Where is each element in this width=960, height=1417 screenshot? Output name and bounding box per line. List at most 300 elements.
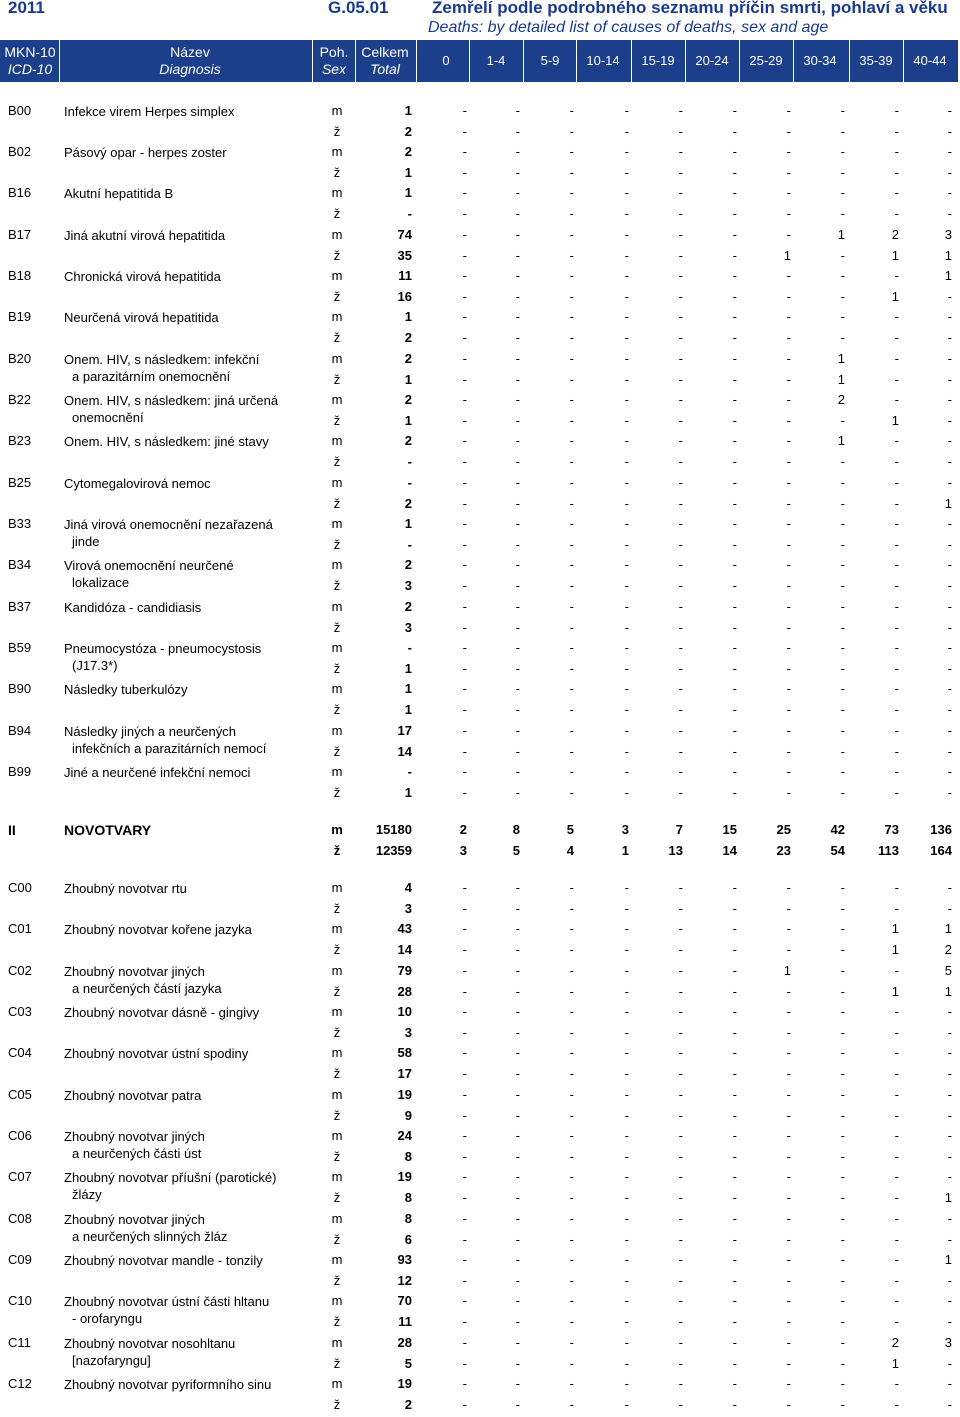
age-value-cell: - (569, 496, 574, 511)
diagnosis-name-line: [nazofaryngu] (72, 1353, 151, 1368)
age-value-cell: 1 (783, 963, 791, 978)
age-value-cell: - (840, 1232, 845, 1247)
age-value-cell: 1 (837, 227, 845, 242)
age-value-cell: - (947, 516, 952, 531)
table-row-female (0, 372, 960, 392)
column-header-age: 25-29 (749, 53, 783, 68)
age-value-cell: - (569, 1004, 574, 1019)
age-value-cell: - (840, 702, 845, 717)
diagnosis-name-line: Jiná akutní virová hepatitida (64, 228, 226, 243)
table-row-female (0, 1356, 960, 1376)
age-value-cell: - (462, 1273, 467, 1288)
sex-cell: m (331, 1128, 343, 1143)
age-value-cell: - (786, 942, 791, 957)
sex-cell: m (331, 1293, 343, 1308)
age-value-cell: - (569, 1087, 574, 1102)
age-value-cell: - (947, 165, 952, 180)
column-header-total (357, 44, 413, 78)
diagnosis-code: C03 (8, 1004, 32, 1019)
age-value-cell: - (947, 144, 952, 159)
age-value-cell: - (786, 1293, 791, 1308)
age-value-cell: - (462, 165, 467, 180)
age-value-cell: - (624, 124, 629, 139)
diagnosis-name-line: Jiná virová onemocnění nezařazená (64, 517, 273, 532)
age-value-cell: - (786, 206, 791, 221)
age-value-cell: - (569, 227, 574, 242)
age-value-cell: - (678, 1356, 683, 1371)
age-value-cell: - (462, 1087, 467, 1102)
total-cell: 1 (404, 372, 412, 387)
age-value-cell: - (569, 309, 574, 324)
age-value-cell: - (786, 372, 791, 387)
total-cell: 35 (397, 248, 412, 263)
age-value-cell: - (947, 103, 952, 118)
sex-cell: m (331, 963, 343, 978)
age-value-cell: - (732, 1252, 737, 1267)
total-cell: 28 (397, 984, 412, 999)
age-value-cell: - (786, 1169, 791, 1184)
age-value-cell: 13 (668, 843, 683, 858)
age-value-cell: - (569, 185, 574, 200)
age-value-cell: - (678, 1066, 683, 1081)
age-value-cell: - (732, 764, 737, 779)
age-value-cell: - (624, 351, 629, 366)
age-value-cell: - (678, 1314, 683, 1329)
total-cell: 3 (404, 901, 412, 916)
table-row-female (0, 248, 960, 268)
age-value-cell: 5 (512, 843, 520, 858)
diagnosis-name-line: Zhoubný novotvar nosohltanu (64, 1336, 236, 1351)
age-value-cell: - (678, 516, 683, 531)
age-value-cell: - (947, 124, 952, 139)
age-value-cell: - (515, 963, 520, 978)
sex-cell: ž (333, 248, 341, 263)
table-row-female (0, 1066, 960, 1086)
age-value-cell: 2 (944, 942, 952, 957)
age-value-cell: - (947, 1025, 952, 1040)
table-row-male (0, 880, 960, 900)
table-row-male (0, 475, 960, 495)
age-value-cell: - (462, 413, 467, 428)
diagnosis-name-line: Zhoubný novotvar příušní (parotické) (64, 1170, 277, 1185)
age-value-cell: - (462, 351, 467, 366)
age-value-cell: - (462, 880, 467, 895)
total-cell: 12 (397, 1273, 412, 1288)
age-value-cell: - (624, 963, 629, 978)
age-value-cell: - (732, 1293, 737, 1308)
age-value-cell: - (732, 963, 737, 978)
age-value-cell: - (947, 206, 952, 221)
sex-cell: ž (333, 1232, 341, 1247)
age-value-cell: - (947, 1356, 952, 1371)
diagnosis-code: C09 (8, 1252, 32, 1267)
age-value-cell: - (569, 1108, 574, 1123)
age-value-cell: - (569, 144, 574, 159)
age-value-cell: 2 (837, 392, 845, 407)
total-cell: 1 (404, 785, 412, 800)
age-value-cell: 2 (459, 822, 467, 837)
age-value-cell: - (947, 351, 952, 366)
total-cell: 10 (397, 1004, 412, 1019)
age-value-cell: - (840, 620, 845, 635)
age-value-cell: - (786, 1356, 791, 1371)
age-value-cell: - (894, 1149, 899, 1164)
age-value-cell: - (678, 496, 683, 511)
table-row-male (0, 392, 960, 412)
age-value-cell: - (515, 309, 520, 324)
age-value-cell: - (732, 901, 737, 916)
table-row-male (0, 822, 960, 842)
age-value-cell: - (515, 248, 520, 263)
age-value-cell: - (947, 764, 952, 779)
sex-cell: m (331, 103, 343, 118)
age-value-cell: - (624, 1314, 629, 1329)
age-value-cell: - (678, 103, 683, 118)
age-value-cell: - (732, 1211, 737, 1226)
age-value-cell: - (786, 921, 791, 936)
diagnosis-code: C07 (8, 1169, 32, 1184)
age-value-cell: - (786, 661, 791, 676)
age-value-cell: 5 (944, 963, 952, 978)
age-value-cell: - (786, 103, 791, 118)
age-value-cell: - (515, 921, 520, 936)
age-value-cell: - (894, 372, 899, 387)
diagnosis-name-line: Chronická virová hepatitida (64, 269, 221, 284)
sex-cell: ž (333, 1066, 341, 1081)
age-value-cell: - (624, 372, 629, 387)
age-value-cell: 1 (944, 1190, 952, 1205)
diagnosis-name-line: Zhoubný novotvar mandle - tonzily (64, 1253, 263, 1268)
diagnosis-code: B22 (8, 392, 32, 407)
age-value-cell: - (732, 1273, 737, 1288)
sex-cell: m (331, 880, 343, 895)
total-cell: 19 (397, 1169, 412, 1184)
age-value-cell: - (462, 599, 467, 614)
age-value-cell: - (515, 785, 520, 800)
age-value-cell: - (840, 1190, 845, 1205)
age-value-cell: - (786, 1025, 791, 1040)
age-value-cell: - (462, 309, 467, 324)
diagnosis-code: B02 (8, 144, 32, 159)
age-value-cell: - (678, 557, 683, 572)
age-value-cell: - (894, 475, 899, 490)
sex-cell: m (331, 351, 343, 366)
sex-cell: m (331, 227, 343, 242)
diagnosis-code: B25 (8, 475, 32, 490)
header-divider (469, 40, 470, 82)
diagnosis-code: B33 (8, 516, 32, 531)
age-value-cell: - (840, 1004, 845, 1019)
table-row-male (0, 1087, 960, 1107)
age-value-cell: - (840, 1273, 845, 1288)
header-divider (312, 40, 313, 82)
age-value-cell: - (624, 557, 629, 572)
age-value-cell: - (894, 1108, 899, 1123)
table-row-male (0, 103, 960, 123)
age-value-cell: - (947, 620, 952, 635)
diagnosis-code: C08 (8, 1211, 32, 1226)
age-value-cell: - (569, 268, 574, 283)
table-row-female (0, 165, 960, 185)
age-value-cell: - (624, 227, 629, 242)
sex-cell: m (331, 1335, 343, 1350)
age-value-cell: - (732, 744, 737, 759)
age-value-cell: - (624, 413, 629, 428)
table-row-female (0, 413, 960, 433)
age-value-cell: - (840, 1087, 845, 1102)
age-value-cell: 1 (944, 921, 952, 936)
age-value-cell: - (462, 764, 467, 779)
age-value-cell: - (732, 268, 737, 283)
sex-cell: m (331, 764, 343, 779)
age-value-cell: - (894, 433, 899, 448)
age-value-cell: - (894, 330, 899, 345)
age-value-cell: 1 (891, 921, 899, 936)
diagnosis-code: C11 (8, 1335, 31, 1350)
age-value-cell: 7 (675, 822, 683, 837)
age-value-cell: - (678, 227, 683, 242)
age-value-cell: 1 (944, 268, 952, 283)
column-header-age: 30-34 (803, 53, 837, 68)
age-value-cell: - (462, 1356, 467, 1371)
age-value-cell: - (786, 1004, 791, 1019)
total-cell: 17 (397, 723, 412, 738)
age-value-cell: - (840, 1211, 845, 1226)
age-value-cell: - (840, 1169, 845, 1184)
age-value-cell: - (786, 433, 791, 448)
age-value-cell: - (678, 723, 683, 738)
age-value-cell: - (732, 165, 737, 180)
age-value-cell: - (732, 1025, 737, 1040)
age-value-cell: - (947, 557, 952, 572)
age-value-cell: - (840, 268, 845, 283)
age-value-cell: - (462, 1045, 467, 1060)
age-value-cell: - (894, 1232, 899, 1247)
age-value-cell: - (462, 901, 467, 916)
age-value-cell: - (678, 268, 683, 283)
diagnosis-name-line: Infekce virem Herpes simplex (64, 104, 235, 119)
age-value-cell: - (947, 1004, 952, 1019)
age-value-cell: - (624, 764, 629, 779)
table-row-male (0, 1128, 960, 1148)
age-value-cell: - (462, 330, 467, 345)
table-row-female (0, 1397, 960, 1417)
age-value-cell: - (732, 1004, 737, 1019)
diagnosis-code: B37 (8, 599, 32, 614)
age-value-cell: - (678, 248, 683, 263)
age-value-cell: - (462, 785, 467, 800)
total-cell: 12359 (375, 843, 412, 858)
diagnosis-code: C05 (8, 1087, 32, 1102)
age-value-cell: 1 (944, 1252, 952, 1267)
age-value-cell: - (462, 921, 467, 936)
age-value-cell: - (894, 1314, 899, 1329)
age-value-cell: - (569, 1025, 574, 1040)
age-value-cell: - (462, 1169, 467, 1184)
table-row-female (0, 1190, 960, 1210)
age-value-cell: - (894, 785, 899, 800)
age-value-cell: - (624, 248, 629, 263)
total-cell: 3 (404, 578, 412, 593)
table-row-male (0, 1211, 960, 1231)
age-value-cell: - (732, 1045, 737, 1060)
age-value-cell: - (894, 309, 899, 324)
sex-cell: ž (333, 413, 341, 428)
table-row-male (0, 640, 960, 660)
age-value-cell: - (569, 963, 574, 978)
age-value-cell: - (624, 1273, 629, 1288)
table-row-male (0, 1252, 960, 1272)
age-value-cell: - (840, 921, 845, 936)
age-value-cell: - (624, 723, 629, 738)
diagnosis-name-line: Zhoubný novotvar jiných (64, 1129, 205, 1144)
table-row-male (0, 433, 960, 453)
table-row-male (0, 681, 960, 701)
age-value-cell: - (678, 1190, 683, 1205)
diagnosis-name-line: Onem. HIV, s následkem: jiné stavy (64, 434, 269, 449)
total-cell: 2 (404, 496, 412, 511)
age-value-cell: - (947, 1211, 952, 1226)
age-value-cell: - (894, 516, 899, 531)
age-value-cell: 3 (944, 1335, 952, 1350)
sex-cell: ž (333, 1397, 341, 1412)
age-value-cell: - (894, 1252, 899, 1267)
sex-cell: ž (333, 901, 341, 916)
sex-cell: m (331, 144, 343, 159)
age-value-cell: - (515, 1025, 520, 1040)
age-value-cell: - (678, 1376, 683, 1391)
age-value-cell: - (569, 702, 574, 717)
age-value-cell: - (569, 578, 574, 593)
age-value-cell: - (678, 1273, 683, 1288)
table-row-male (0, 921, 960, 941)
age-value-cell: - (840, 744, 845, 759)
sex-cell: ž (333, 744, 341, 759)
age-value-cell: - (894, 1211, 899, 1226)
age-value-cell: - (569, 744, 574, 759)
age-value-cell: - (894, 681, 899, 696)
age-value-cell: - (569, 785, 574, 800)
table-row-female (0, 578, 960, 598)
page-header (0, 0, 960, 40)
age-value-cell: - (569, 901, 574, 916)
age-value-cell: - (515, 1356, 520, 1371)
diagnosis-code: II (8, 822, 16, 838)
sex-cell: ž (333, 537, 341, 552)
age-value-cell: - (515, 901, 520, 916)
diagnosis-name-line: Onem. HIV, s následkem: infekční (64, 352, 260, 367)
column-header-age: 15-19 (641, 53, 675, 68)
age-value-cell: - (462, 289, 467, 304)
diagnosis-name-line: - orofaryngu (72, 1311, 143, 1326)
column-header-sex-en: Sex (321, 61, 347, 77)
diagnosis-code: C02 (8, 963, 32, 978)
age-value-cell: - (840, 124, 845, 139)
age-value-cell: - (569, 921, 574, 936)
age-value-cell: - (786, 1335, 791, 1350)
sex-cell: m (331, 1211, 343, 1226)
age-value-cell: - (569, 599, 574, 614)
table-row-female (0, 1314, 960, 1334)
age-value-cell: - (515, 1314, 520, 1329)
age-value-cell: - (894, 578, 899, 593)
age-value-cell: - (840, 640, 845, 655)
age-value-cell: - (678, 744, 683, 759)
age-value-cell: - (840, 1045, 845, 1060)
total-cell: 70 (397, 1293, 412, 1308)
age-value-cell: - (786, 1128, 791, 1143)
age-value-cell: - (894, 1293, 899, 1308)
age-value-cell: - (624, 702, 629, 717)
age-value-cell: - (894, 1273, 899, 1288)
age-value-cell: - (732, 103, 737, 118)
age-value-cell: 1 (837, 372, 845, 387)
age-value-cell: - (786, 1273, 791, 1288)
age-value-cell: - (462, 578, 467, 593)
age-value-cell: - (894, 1025, 899, 1040)
sex-cell: m (331, 1252, 343, 1267)
age-value-cell: - (894, 1190, 899, 1205)
total-cell: 2 (404, 1397, 412, 1412)
age-value-cell: - (678, 1252, 683, 1267)
age-value-cell: - (732, 578, 737, 593)
age-value-cell: 3 (944, 227, 952, 242)
age-value-cell: - (732, 144, 737, 159)
sex-cell: ž (333, 785, 341, 800)
age-value-cell: - (678, 1108, 683, 1123)
age-value-cell: - (732, 1190, 737, 1205)
age-value-cell: - (569, 1149, 574, 1164)
table-row-female (0, 1025, 960, 1045)
table-row-female (0, 901, 960, 921)
age-value-cell: - (840, 723, 845, 738)
age-value-cell: - (894, 1045, 899, 1060)
diagnosis-code: B18 (8, 268, 32, 283)
age-value-cell: - (569, 1232, 574, 1247)
age-value-cell: - (947, 723, 952, 738)
age-value-cell: - (678, 413, 683, 428)
age-value-cell: - (840, 475, 845, 490)
sex-cell: ž (333, 330, 341, 345)
diagnosis-name-line: NOVOTVARY (64, 822, 152, 838)
age-value-cell: - (515, 744, 520, 759)
sex-cell: m (331, 681, 343, 696)
total-cell: 15180 (375, 822, 412, 837)
age-value-cell: - (678, 661, 683, 676)
age-value-cell: - (947, 1376, 952, 1391)
table-row-female (0, 537, 960, 557)
age-value-cell: - (678, 681, 683, 696)
total-cell: - (407, 764, 412, 779)
column-header-icd: ICD-10 (7, 61, 53, 77)
age-value-cell: 1 (837, 351, 845, 366)
total-cell: 3 (404, 1025, 412, 1040)
sex-cell: ž (333, 578, 341, 593)
age-value-cell: - (840, 309, 845, 324)
age-value-cell: - (947, 880, 952, 895)
age-value-cell: - (569, 537, 574, 552)
age-value-cell: - (515, 557, 520, 572)
age-value-cell: - (678, 372, 683, 387)
age-value-cell: - (624, 309, 629, 324)
age-value-cell: - (786, 620, 791, 635)
diagnosis-name-line: Zhoubný novotvar jiných (64, 964, 205, 979)
age-value-cell: - (515, 475, 520, 490)
sex-cell: ž (333, 661, 341, 676)
diagnosis-name-line: Pneumocystóza - pneumocystosis (64, 641, 262, 656)
age-value-cell: - (947, 475, 952, 490)
diagnosis-name-line: Jiné a neurčené infekční nemoci (64, 765, 251, 780)
